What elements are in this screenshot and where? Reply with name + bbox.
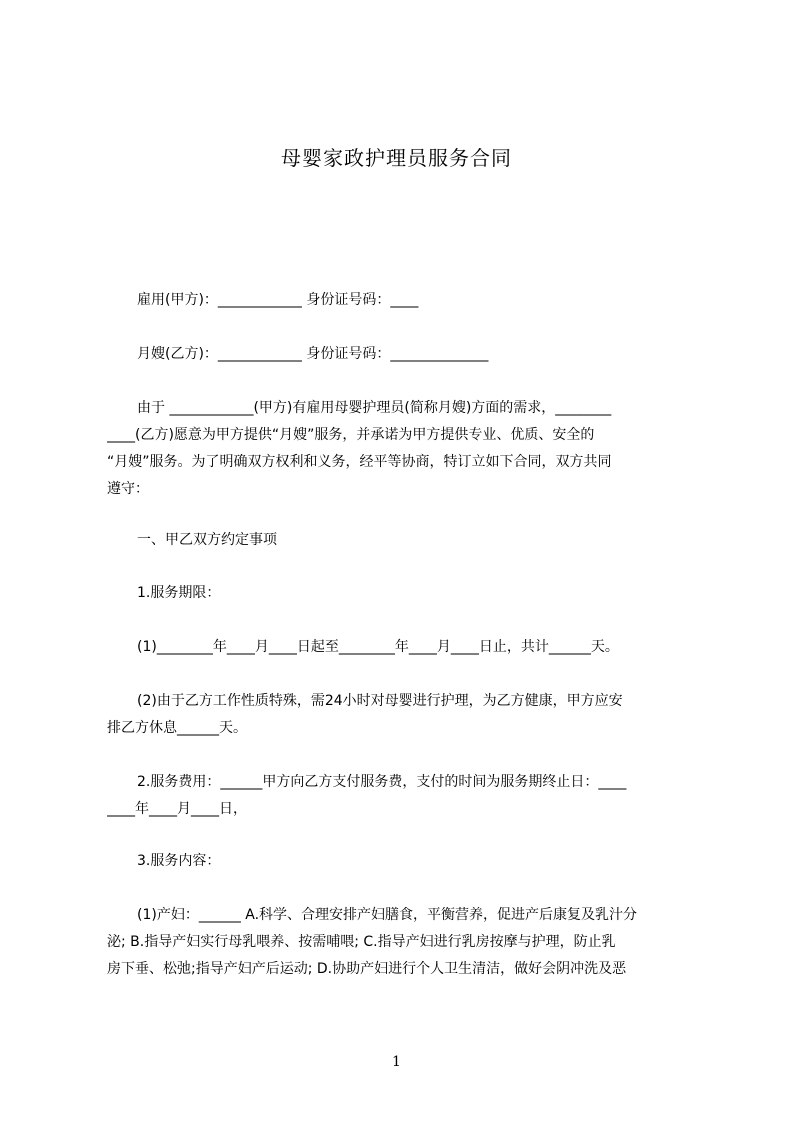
text-line: 遵守： [107, 481, 149, 497]
clause-service-period [107, 580, 699, 607]
clause-service-fee [107, 769, 699, 823]
clause-service-content [107, 848, 699, 875]
text-line: 一、甲乙双方约定事项 [137, 532, 277, 548]
text-line: (1)________年____月____日起至________年____月____日止，共计______天。 [137, 639, 619, 655]
clause-rest-days [107, 688, 699, 742]
text-line: 2.服务费用：______甲方向乙方支付服务费，支付的时间为服务期终止日：____ [137, 774, 627, 790]
text-line: ____年____月____日， [107, 801, 247, 817]
text-line: 由于 ____________(甲方)有雇用母婴护理员(简称月嫂)方面的需求，________ [137, 400, 612, 416]
text-line: 房下垂、松弛;指导产妇产后运动; D.协助产妇进行个人卫生清洁，做好会阴冲洗及恶 [107, 961, 627, 977]
document-title: 母婴家政护理员服务合同 [281, 146, 512, 170]
clause-maternal-care [107, 902, 699, 983]
text-line: 雇用(甲方)：____________ 身份证号码：____ [137, 292, 419, 308]
text-line: 月嫂(乙方)：____________ 身份证号码：______________ [137, 346, 489, 362]
section-heading [107, 527, 699, 554]
text-line: (1)产妇：______ A.科学、合理安排产妇膳食，平衡营养，促进产后康复及乳汁分 [137, 907, 638, 923]
text-line: 泌; B.指导产妇实行母乳喂养、按需哺喂; C.指导产妇进行乳房按摩与护理，防止乳 [107, 934, 616, 950]
text-line: 排乙方休息______天。 [107, 720, 247, 736]
text-line: 3.服务内容： [137, 853, 221, 869]
text-line: (2)由于乙方工作性质特殊，需24小时对母婴进行护理，为乙方健康，甲方应安 [137, 693, 623, 709]
text-line: 1.服务期限： [137, 585, 221, 601]
text-line: “月嫂”服务。为了明确双方权利和义务，经平等协商，特订立如下合同，双方共同 [107, 454, 612, 470]
page-number: 1 [392, 1054, 401, 1070]
party-b-line [107, 341, 699, 368]
party-a-line [107, 287, 699, 314]
preamble-paragraph [107, 395, 699, 503]
clause-service-dates [107, 634, 699, 661]
text-line: ____(乙方)愿意为甲方提供“月嫂”服务，并承诺为甲方提供专业、优质、安全的 [107, 427, 595, 443]
